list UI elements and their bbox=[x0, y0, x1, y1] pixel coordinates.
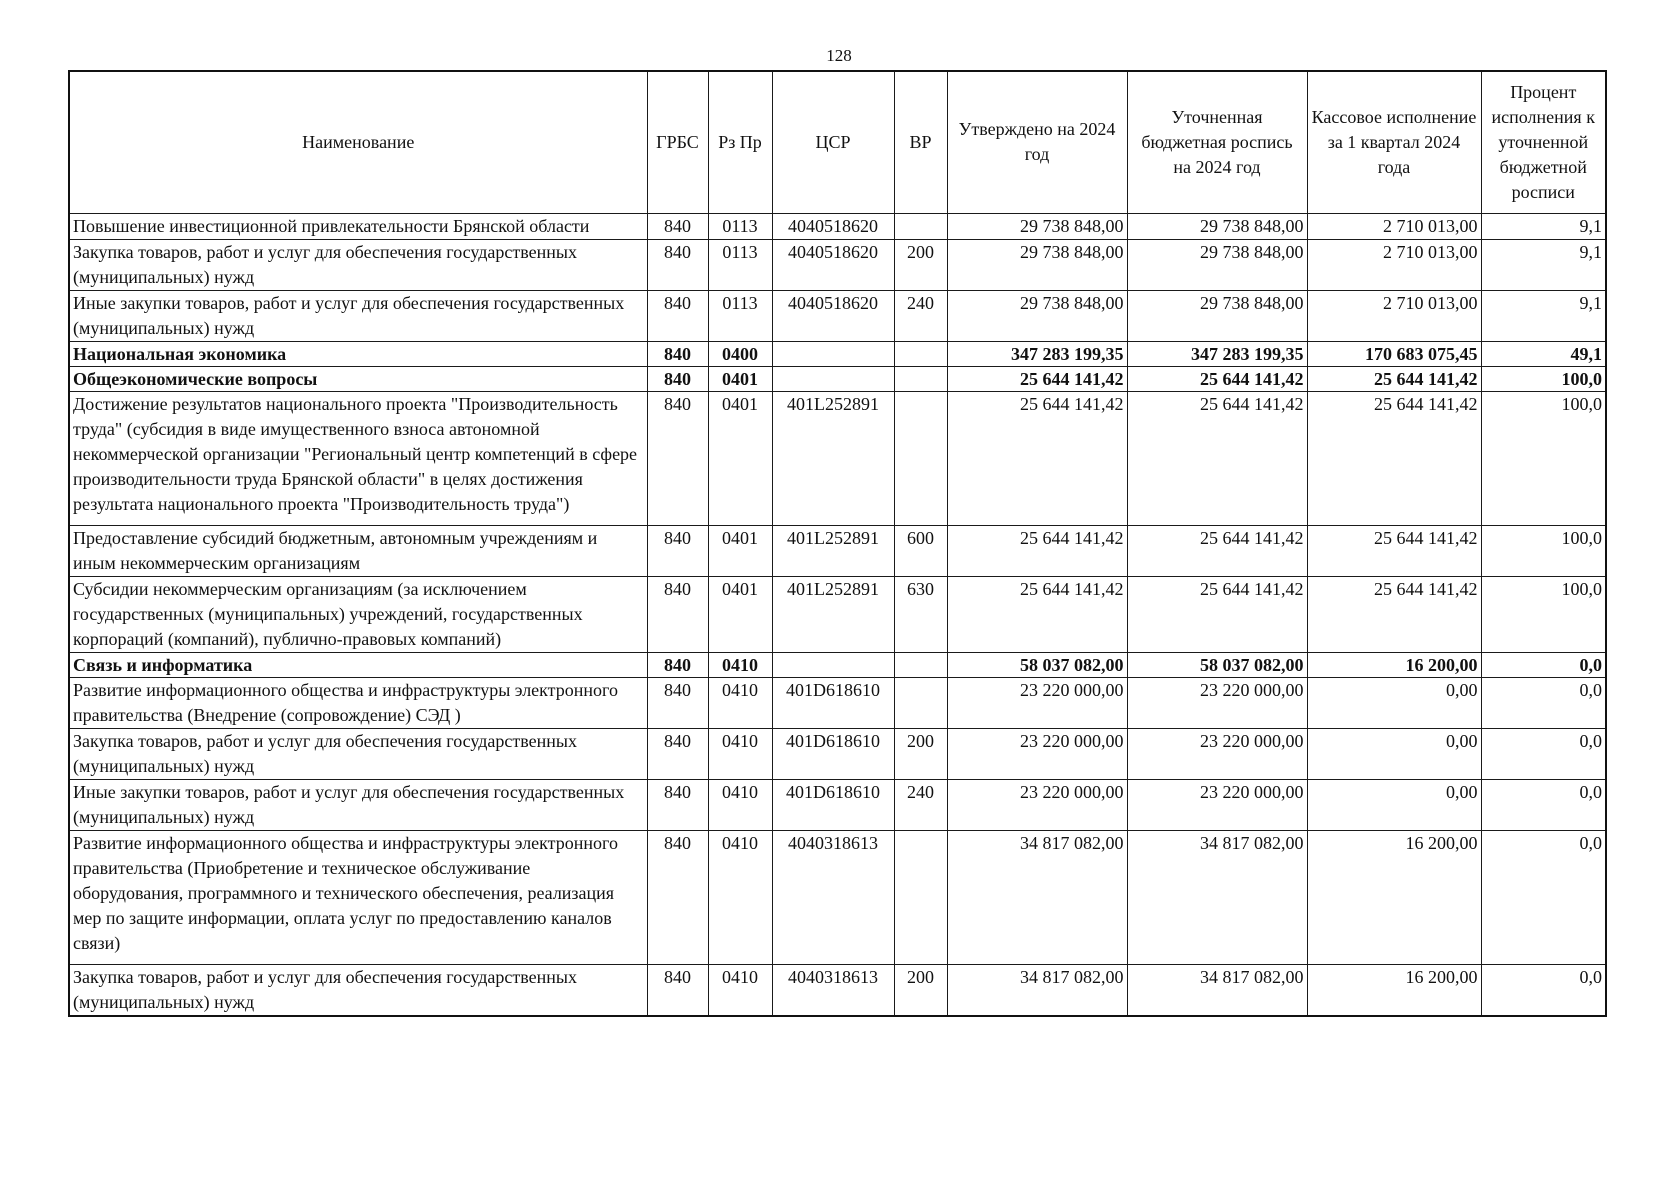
cell-cash: 0,00 bbox=[1307, 728, 1481, 779]
cell-percent: 9,1 bbox=[1481, 239, 1606, 290]
cell-name: Общеэкономические вопросы bbox=[69, 366, 647, 391]
cell-csr: 4040318613 bbox=[772, 830, 894, 964]
cell-refined: 23 220 000,00 bbox=[1127, 728, 1307, 779]
cell-refined: 25 644 141,42 bbox=[1127, 366, 1307, 391]
cell-csr bbox=[772, 652, 894, 677]
table-row bbox=[69, 213, 1606, 239]
cell-vr: 600 bbox=[894, 525, 947, 576]
cell-cash: 25 644 141,42 bbox=[1307, 576, 1481, 652]
cell-percent: 0,0 bbox=[1481, 779, 1606, 830]
header-percent: Процент исполнения к уточненной бюджетной росписи bbox=[1481, 71, 1606, 213]
cell-percent: 0,0 bbox=[1481, 652, 1606, 677]
cell-cash: 0,00 bbox=[1307, 677, 1481, 728]
table-row bbox=[69, 391, 1606, 525]
cell-percent: 100,0 bbox=[1481, 366, 1606, 391]
cell-grbs: 840 bbox=[647, 213, 708, 239]
table-row bbox=[69, 830, 1606, 964]
header-name: Наименование bbox=[69, 71, 647, 213]
budget-table bbox=[68, 70, 1607, 1017]
cell-approved: 29 738 848,00 bbox=[947, 239, 1127, 290]
cell-rzpr: 0401 bbox=[708, 366, 772, 391]
header-vr: ВР bbox=[894, 71, 947, 213]
cell-approved: 23 220 000,00 bbox=[947, 728, 1127, 779]
cell-csr: 401D618610 bbox=[772, 728, 894, 779]
cell-refined: 34 817 082,00 bbox=[1127, 830, 1307, 964]
cell-percent: 100,0 bbox=[1481, 576, 1606, 652]
header-refined: Уточненная бюджетная роспись на 2024 год bbox=[1127, 71, 1307, 213]
cell-csr bbox=[772, 341, 894, 366]
cell-cash: 25 644 141,42 bbox=[1307, 525, 1481, 576]
table-row-section bbox=[69, 652, 1606, 677]
cell-rzpr: 0410 bbox=[708, 652, 772, 677]
cell-csr: 4040318613 bbox=[772, 964, 894, 1016]
cell-rzpr: 0401 bbox=[708, 525, 772, 576]
cell-grbs: 840 bbox=[647, 728, 708, 779]
table-row-section bbox=[69, 341, 1606, 366]
cell-approved: 347 283 199,35 bbox=[947, 341, 1127, 366]
cell-csr: 401L252891 bbox=[772, 525, 894, 576]
cell-refined: 25 644 141,42 bbox=[1127, 576, 1307, 652]
header-cash: Кассовое исполнение за 1 квартал 2024 года bbox=[1307, 71, 1481, 213]
cell-approved: 25 644 141,42 bbox=[947, 391, 1127, 525]
cell-grbs: 840 bbox=[647, 779, 708, 830]
cell-grbs: 840 bbox=[647, 677, 708, 728]
cell-cash: 170 683 075,45 bbox=[1307, 341, 1481, 366]
cell-vr: 200 bbox=[894, 728, 947, 779]
cell-grbs: 840 bbox=[647, 391, 708, 525]
cell-rzpr: 0410 bbox=[708, 830, 772, 964]
cell-vr bbox=[894, 341, 947, 366]
cell-csr: 4040518620 bbox=[772, 239, 894, 290]
cell-grbs: 840 bbox=[647, 652, 708, 677]
cell-rzpr: 0113 bbox=[708, 239, 772, 290]
table-row bbox=[69, 779, 1606, 830]
table-row bbox=[69, 239, 1606, 290]
cell-name: Достижение результатов национального проекта "Производительность труда" (субсидия в виде имущественного взноса автономной некоммерческой организации "Региональный центр компетенций в сфере производительности труда Брянской области" в целях достижения результата национального проекта "Производительность труда") bbox=[69, 391, 647, 525]
cell-approved: 25 644 141,42 bbox=[947, 366, 1127, 391]
cell-refined: 23 220 000,00 bbox=[1127, 779, 1307, 830]
header-csr: ЦСР bbox=[772, 71, 894, 213]
cell-approved: 25 644 141,42 bbox=[947, 525, 1127, 576]
cell-csr: 401D618610 bbox=[772, 779, 894, 830]
cell-rzpr: 0401 bbox=[708, 391, 772, 525]
cell-grbs: 840 bbox=[647, 576, 708, 652]
cell-name: Иные закупки товаров, работ и услуг для обеспечения государственных (муниципальных) нужд bbox=[69, 290, 647, 341]
cell-vr: 240 bbox=[894, 779, 947, 830]
cell-refined: 29 738 848,00 bbox=[1127, 290, 1307, 341]
cell-grbs: 840 bbox=[647, 341, 708, 366]
table-row bbox=[69, 964, 1606, 1016]
cell-percent: 0,0 bbox=[1481, 728, 1606, 779]
cell-percent: 100,0 bbox=[1481, 391, 1606, 525]
cell-percent: 100,0 bbox=[1481, 525, 1606, 576]
table-row bbox=[69, 728, 1606, 779]
cell-rzpr: 0113 bbox=[708, 213, 772, 239]
cell-csr: 401L252891 bbox=[772, 391, 894, 525]
cell-refined: 29 738 848,00 bbox=[1127, 239, 1307, 290]
cell-approved: 25 644 141,42 bbox=[947, 576, 1127, 652]
cell-refined: 25 644 141,42 bbox=[1127, 525, 1307, 576]
cell-percent: 0,0 bbox=[1481, 830, 1606, 964]
cell-approved: 58 037 082,00 bbox=[947, 652, 1127, 677]
cell-rzpr: 0410 bbox=[708, 728, 772, 779]
cell-percent: 0,0 bbox=[1481, 964, 1606, 1016]
table-row bbox=[69, 576, 1606, 652]
cell-cash: 25 644 141,42 bbox=[1307, 366, 1481, 391]
cell-csr: 401L252891 bbox=[772, 576, 894, 652]
cell-csr: 4040518620 bbox=[772, 213, 894, 239]
cell-approved: 29 738 848,00 bbox=[947, 290, 1127, 341]
cell-percent: 0,0 bbox=[1481, 677, 1606, 728]
cell-approved: 34 817 082,00 bbox=[947, 830, 1127, 964]
cell-vr bbox=[894, 366, 947, 391]
cell-vr bbox=[894, 830, 947, 964]
cell-name: Закупка товаров, работ и услуг для обеспечения государственных (муниципальных) нужд bbox=[69, 964, 647, 1016]
cell-vr: 200 bbox=[894, 239, 947, 290]
cell-name: Национальная экономика bbox=[69, 341, 647, 366]
table-row bbox=[69, 525, 1606, 576]
cell-name: Развитие информационного общества и инфраструктуры электронного правительства (Приобретение и техническое обслуживание оборудования, программного и технического обеспечения, реализация мер по защите информации, оплата услуг по предоставлению каналов связи) bbox=[69, 830, 647, 964]
cell-refined: 25 644 141,42 bbox=[1127, 391, 1307, 525]
cell-vr: 200 bbox=[894, 964, 947, 1016]
cell-vr bbox=[894, 652, 947, 677]
cell-vr bbox=[894, 391, 947, 525]
cell-cash: 16 200,00 bbox=[1307, 830, 1481, 964]
cell-rzpr: 0410 bbox=[708, 964, 772, 1016]
cell-cash: 16 200,00 bbox=[1307, 964, 1481, 1016]
cell-approved: 34 817 082,00 bbox=[947, 964, 1127, 1016]
cell-grbs: 840 bbox=[647, 239, 708, 290]
cell-vr: 630 bbox=[894, 576, 947, 652]
cell-name: Повышение инвестиционной привлекательности Брянской области bbox=[69, 213, 647, 239]
cell-rzpr: 0401 bbox=[708, 576, 772, 652]
cell-refined: 29 738 848,00 bbox=[1127, 213, 1307, 239]
cell-rzpr: 0113 bbox=[708, 290, 772, 341]
cell-name: Закупка товаров, работ и услуг для обеспечения государственных (муниципальных) нужд bbox=[69, 728, 647, 779]
cell-grbs: 840 bbox=[647, 525, 708, 576]
table-header-row bbox=[69, 71, 1606, 213]
cell-refined: 23 220 000,00 bbox=[1127, 677, 1307, 728]
cell-approved: 23 220 000,00 bbox=[947, 779, 1127, 830]
cell-cash: 2 710 013,00 bbox=[1307, 290, 1481, 341]
page-number: 128 bbox=[826, 46, 852, 65]
cell-approved: 29 738 848,00 bbox=[947, 213, 1127, 239]
cell-grbs: 840 bbox=[647, 290, 708, 341]
cell-cash: 25 644 141,42 bbox=[1307, 391, 1481, 525]
cell-name: Субсидии некоммерческим организациям (за исключением государственных (муниципальных) учреждений, государственных корпораций (компаний), публично-правовых компаний) bbox=[69, 576, 647, 652]
cell-rzpr: 0400 bbox=[708, 341, 772, 366]
cell-vr bbox=[894, 213, 947, 239]
cell-cash: 16 200,00 bbox=[1307, 652, 1481, 677]
header-rzpr: Рз Пр bbox=[708, 71, 772, 213]
header-approved: Утверждено на 2024 год bbox=[947, 71, 1127, 213]
cell-refined: 347 283 199,35 bbox=[1127, 341, 1307, 366]
cell-approved: 23 220 000,00 bbox=[947, 677, 1127, 728]
cell-percent: 9,1 bbox=[1481, 213, 1606, 239]
cell-csr bbox=[772, 366, 894, 391]
table-row bbox=[69, 677, 1606, 728]
cell-rzpr: 0410 bbox=[708, 779, 772, 830]
cell-refined: 58 037 082,00 bbox=[1127, 652, 1307, 677]
cell-cash: 0,00 bbox=[1307, 779, 1481, 830]
table-row bbox=[69, 290, 1606, 341]
cell-rzpr: 0410 bbox=[708, 677, 772, 728]
cell-name: Предоставление субсидий бюджетным, автономным учреждениям и иным некоммерческим организациям bbox=[69, 525, 647, 576]
cell-name: Связь и информатика bbox=[69, 652, 647, 677]
cell-cash: 2 710 013,00 bbox=[1307, 213, 1481, 239]
cell-vr bbox=[894, 677, 947, 728]
cell-name: Развитие информационного общества и инфраструктуры электронного правительства (Внедрение (сопровождение) СЭД ) bbox=[69, 677, 647, 728]
header-grbs: ГРБС bbox=[647, 71, 708, 213]
cell-percent: 49,1 bbox=[1481, 341, 1606, 366]
cell-grbs: 840 bbox=[647, 830, 708, 964]
cell-grbs: 840 bbox=[647, 964, 708, 1016]
cell-grbs: 840 bbox=[647, 366, 708, 391]
cell-csr: 401D618610 bbox=[772, 677, 894, 728]
cell-name: Закупка товаров, работ и услуг для обеспечения государственных (муниципальных) нужд bbox=[69, 239, 647, 290]
cell-csr: 4040518620 bbox=[772, 290, 894, 341]
cell-name: Иные закупки товаров, работ и услуг для обеспечения государственных (муниципальных) нужд bbox=[69, 779, 647, 830]
cell-cash: 2 710 013,00 bbox=[1307, 239, 1481, 290]
table-row-section bbox=[69, 366, 1606, 391]
cell-percent: 9,1 bbox=[1481, 290, 1606, 341]
cell-refined: 34 817 082,00 bbox=[1127, 964, 1307, 1016]
cell-vr: 240 bbox=[894, 290, 947, 341]
